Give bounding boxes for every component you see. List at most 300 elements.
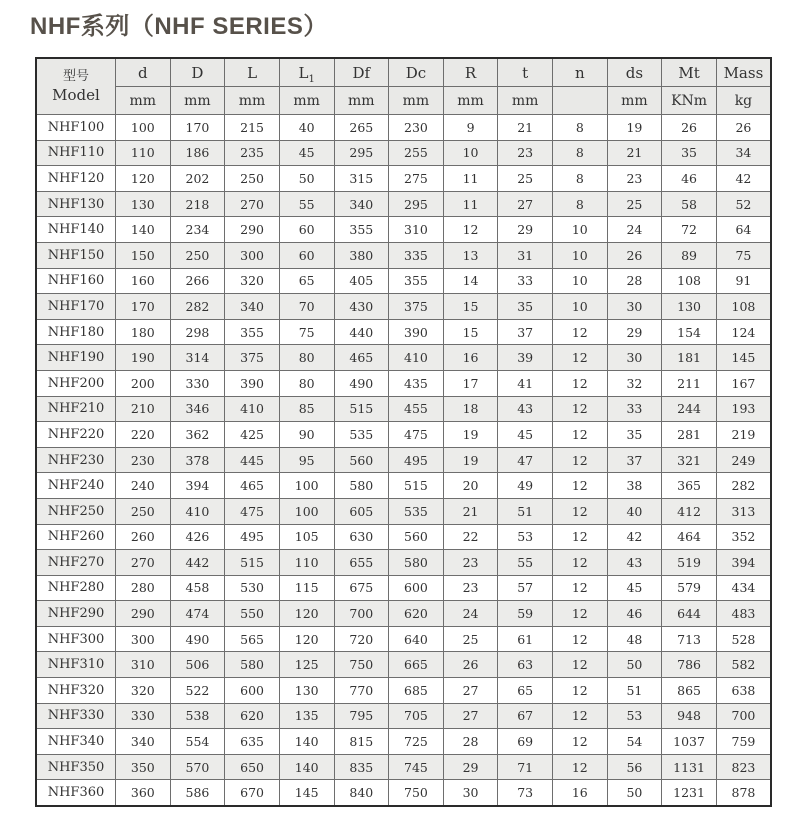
value-cell-n: 10 [553, 268, 608, 294]
value-cell-mass: 91 [716, 268, 771, 294]
value-cell-d: 190 [116, 345, 171, 371]
value-cell-mt: 26 [662, 115, 717, 141]
value-cell-t: 71 [498, 754, 553, 780]
value-cell-r: 15 [443, 319, 498, 345]
value-cell-dc: 455 [389, 396, 444, 422]
value-cell-mt: 211 [662, 370, 717, 396]
value-cell-l: 495 [225, 524, 280, 550]
model-cell: NHF160 [36, 268, 116, 294]
value-cell-ds: 40 [607, 498, 662, 524]
value-cell-n: 12 [553, 678, 608, 704]
value-cell-l: 600 [225, 678, 280, 704]
value-cell-ds: 51 [607, 678, 662, 704]
value-cell-mt: 644 [662, 601, 717, 627]
value-cell-dc: 640 [389, 626, 444, 652]
value-cell-n: 12 [553, 345, 608, 371]
table-row-nhf360 [36, 780, 771, 806]
value-cell-ds: 45 [607, 575, 662, 601]
value-cell-n: 12 [553, 626, 608, 652]
value-cell-dc: 580 [389, 550, 444, 576]
value-cell-n: 12 [553, 652, 608, 678]
value-cell-df: 295 [334, 140, 389, 166]
model-header-cn: 型号 [62, 69, 89, 85]
value-cell-l: 465 [225, 473, 280, 499]
model-cell: NHF290 [36, 601, 116, 627]
value-cell-r: 21 [443, 498, 498, 524]
value-cell-d: 570 [170, 754, 225, 780]
table-row-nhf200 [36, 370, 771, 396]
value-cell-mass: 638 [716, 678, 771, 704]
value-cell-ds: 30 [607, 345, 662, 371]
value-cell-mt: 281 [662, 422, 717, 448]
value-cell-d: 298 [170, 319, 225, 345]
value-cell-r: 27 [443, 703, 498, 729]
value-cell-l1: 65 [279, 268, 334, 294]
value-cell-r: 9 [443, 115, 498, 141]
column-unit-df: mm [334, 87, 389, 115]
value-cell-mt: 321 [662, 447, 717, 473]
value-cell-r: 16 [443, 345, 498, 371]
value-cell-mass: 249 [716, 447, 771, 473]
value-cell-dc: 275 [389, 166, 444, 192]
value-cell-mt: 1037 [662, 729, 717, 755]
value-cell-d: 210 [116, 396, 171, 422]
value-cell-d: 350 [116, 754, 171, 780]
value-cell-r: 22 [443, 524, 498, 550]
value-cell-l1: 105 [279, 524, 334, 550]
value-cell-t: 31 [498, 242, 553, 268]
value-cell-mass: 483 [716, 601, 771, 627]
value-cell-mass: 282 [716, 473, 771, 499]
value-cell-mt: 1131 [662, 754, 717, 780]
value-cell-t: 21 [498, 115, 553, 141]
value-cell-l: 410 [225, 396, 280, 422]
value-cell-t: 47 [498, 447, 553, 473]
value-cell-ds: 50 [607, 780, 662, 806]
table-row-nhf100 [36, 115, 771, 141]
value-cell-mass: 313 [716, 498, 771, 524]
value-cell-l: 290 [225, 217, 280, 243]
table-row-nhf230 [36, 447, 771, 473]
value-cell-mt: 865 [662, 678, 717, 704]
value-cell-d: 340 [116, 729, 171, 755]
value-cell-ds: 21 [607, 140, 662, 166]
column-unit-t: mm [498, 87, 553, 115]
value-cell-t: 57 [498, 575, 553, 601]
value-cell-l1: 120 [279, 601, 334, 627]
table-row-nhf120 [36, 166, 771, 192]
value-cell-mass: 219 [716, 422, 771, 448]
value-cell-ds: 28 [607, 268, 662, 294]
value-cell-n: 10 [553, 217, 608, 243]
value-cell-t: 65 [498, 678, 553, 704]
value-cell-t: 61 [498, 626, 553, 652]
value-cell-l: 425 [225, 422, 280, 448]
value-cell-r: 17 [443, 370, 498, 396]
value-cell-df: 770 [334, 678, 389, 704]
value-cell-mt: 579 [662, 575, 717, 601]
value-cell-d: 130 [116, 191, 171, 217]
value-cell-mt: 464 [662, 524, 717, 550]
value-cell-l: 355 [225, 319, 280, 345]
value-cell-t: 43 [498, 396, 553, 422]
value-cell-n: 12 [553, 729, 608, 755]
value-cell-mass: 52 [716, 191, 771, 217]
value-cell-mass: 42 [716, 166, 771, 192]
table-body [36, 115, 771, 807]
value-cell-l: 650 [225, 754, 280, 780]
value-cell-l: 390 [225, 370, 280, 396]
value-cell-d: 186 [170, 140, 225, 166]
value-cell-dc: 535 [389, 498, 444, 524]
value-cell-l: 565 [225, 626, 280, 652]
value-cell-dc: 515 [389, 473, 444, 499]
value-cell-df: 580 [334, 473, 389, 499]
table-row-nhf260 [36, 524, 771, 550]
column-header-mt: Mt [662, 58, 717, 87]
value-cell-df: 465 [334, 345, 389, 371]
value-cell-d: 240 [116, 473, 171, 499]
model-cell: NHF310 [36, 652, 116, 678]
value-cell-mt: 181 [662, 345, 717, 371]
value-cell-mt: 72 [662, 217, 717, 243]
value-cell-ds: 48 [607, 626, 662, 652]
value-cell-mass: 26 [716, 115, 771, 141]
value-cell-l: 320 [225, 268, 280, 294]
value-cell-l1: 80 [279, 370, 334, 396]
value-cell-df: 815 [334, 729, 389, 755]
value-cell-ds: 56 [607, 754, 662, 780]
model-cell: NHF270 [36, 550, 116, 576]
model-cell: NHF140 [36, 217, 116, 243]
value-cell-dc: 435 [389, 370, 444, 396]
value-cell-mass: 759 [716, 729, 771, 755]
value-cell-df: 605 [334, 498, 389, 524]
value-cell-ds: 26 [607, 242, 662, 268]
value-cell-df: 440 [334, 319, 389, 345]
value-cell-ds: 33 [607, 396, 662, 422]
value-cell-dc: 685 [389, 678, 444, 704]
value-cell-t: 59 [498, 601, 553, 627]
table-row-nhf110 [36, 140, 771, 166]
value-cell-mass: 145 [716, 345, 771, 371]
value-cell-n: 12 [553, 319, 608, 345]
value-cell-r: 27 [443, 678, 498, 704]
column-header-ds: ds [607, 58, 662, 87]
table-row-nhf340 [36, 729, 771, 755]
value-cell-d: 100 [116, 115, 171, 141]
value-cell-d: 170 [170, 115, 225, 141]
value-cell-l1: 100 [279, 498, 334, 524]
column-header-t: t [498, 58, 553, 87]
value-cell-t: 37 [498, 319, 553, 345]
value-cell-r: 25 [443, 626, 498, 652]
model-cell: NHF170 [36, 294, 116, 320]
value-cell-d: 250 [116, 498, 171, 524]
value-cell-d: 230 [116, 447, 171, 473]
value-cell-mass: 394 [716, 550, 771, 576]
value-cell-l: 475 [225, 498, 280, 524]
value-cell-d: 506 [170, 652, 225, 678]
value-cell-dc: 295 [389, 191, 444, 217]
value-cell-l1: 95 [279, 447, 334, 473]
value-cell-t: 49 [498, 473, 553, 499]
value-cell-mass: 823 [716, 754, 771, 780]
value-cell-l: 300 [225, 242, 280, 268]
value-cell-l1: 50 [279, 166, 334, 192]
value-cell-r: 23 [443, 575, 498, 601]
value-cell-d: 110 [116, 140, 171, 166]
column-unit-d: mm [170, 87, 225, 115]
value-cell-d: 554 [170, 729, 225, 755]
value-cell-d: 140 [116, 217, 171, 243]
value-cell-mt: 154 [662, 319, 717, 345]
value-cell-dc: 745 [389, 754, 444, 780]
value-cell-l: 445 [225, 447, 280, 473]
column-header-r: R [443, 58, 498, 87]
value-cell-df: 535 [334, 422, 389, 448]
value-cell-mt: 244 [662, 396, 717, 422]
value-cell-n: 8 [553, 191, 608, 217]
model-cell: NHF150 [36, 242, 116, 268]
value-cell-d: 200 [116, 370, 171, 396]
value-cell-d: 280 [116, 575, 171, 601]
value-cell-r: 18 [443, 396, 498, 422]
value-cell-t: 27 [498, 191, 553, 217]
table-row-nhf170 [36, 294, 771, 320]
value-cell-d: 282 [170, 294, 225, 320]
model-cell: NHF180 [36, 319, 116, 345]
value-cell-n: 12 [553, 396, 608, 422]
value-cell-d: 442 [170, 550, 225, 576]
model-cell: NHF120 [36, 166, 116, 192]
value-cell-t: 67 [498, 703, 553, 729]
value-cell-dc: 410 [389, 345, 444, 371]
value-cell-mass: 124 [716, 319, 771, 345]
model-cell: NHF330 [36, 703, 116, 729]
model-cell: NHF350 [36, 754, 116, 780]
column-header-l1: $L_1$ [279, 58, 334, 87]
value-cell-mt: 58 [662, 191, 717, 217]
value-cell-dc: 560 [389, 524, 444, 550]
value-cell-df: 340 [334, 191, 389, 217]
column-unit-ds: mm [607, 87, 662, 115]
value-cell-t: 63 [498, 652, 553, 678]
model-cell: NHF190 [36, 345, 116, 371]
value-cell-df: 490 [334, 370, 389, 396]
value-cell-dc: 725 [389, 729, 444, 755]
value-cell-ds: 23 [607, 166, 662, 192]
value-cell-l: 580 [225, 652, 280, 678]
value-cell-mass: 167 [716, 370, 771, 396]
value-cell-l1: 135 [279, 703, 334, 729]
header-unit-row [36, 87, 771, 115]
header-label-row [36, 58, 771, 87]
value-cell-d: 314 [170, 345, 225, 371]
column-header-mass: Mass [716, 58, 771, 87]
value-cell-n: 12 [553, 422, 608, 448]
value-cell-mt: 46 [662, 166, 717, 192]
value-cell-mass: 700 [716, 703, 771, 729]
value-cell-l: 670 [225, 780, 280, 806]
value-cell-l1: 80 [279, 345, 334, 371]
value-cell-d: 330 [170, 370, 225, 396]
value-cell-ds: 43 [607, 550, 662, 576]
table-row-nhf350 [36, 754, 771, 780]
value-cell-dc: 620 [389, 601, 444, 627]
value-cell-l: 550 [225, 601, 280, 627]
column-header-n: n [553, 58, 608, 87]
value-cell-d: 538 [170, 703, 225, 729]
value-cell-d: 270 [116, 550, 171, 576]
value-cell-l: 340 [225, 294, 280, 320]
value-cell-df: 630 [334, 524, 389, 550]
value-cell-n: 12 [553, 447, 608, 473]
value-cell-t: 33 [498, 268, 553, 294]
column-header-dc: Dc [389, 58, 444, 87]
value-cell-ds: 50 [607, 652, 662, 678]
value-cell-df: 560 [334, 447, 389, 473]
value-cell-mass: 582 [716, 652, 771, 678]
value-cell-df: 700 [334, 601, 389, 627]
model-cell: NHF100 [36, 115, 116, 141]
table-row-nhf300 [36, 626, 771, 652]
table-header [36, 58, 771, 115]
value-cell-n: 12 [553, 601, 608, 627]
value-cell-l: 515 [225, 550, 280, 576]
value-cell-t: 53 [498, 524, 553, 550]
model-cell: NHF360 [36, 780, 116, 806]
value-cell-mt: 1231 [662, 780, 717, 806]
value-cell-mt: 786 [662, 652, 717, 678]
value-cell-l1: 70 [279, 294, 334, 320]
value-cell-mass: 878 [716, 780, 771, 806]
value-cell-l1: 120 [279, 626, 334, 652]
model-cell: NHF340 [36, 729, 116, 755]
value-cell-dc: 665 [389, 652, 444, 678]
value-cell-l1: 125 [279, 652, 334, 678]
value-cell-mt: 89 [662, 242, 717, 268]
value-cell-l1: 100 [279, 473, 334, 499]
value-cell-ds: 42 [607, 524, 662, 550]
table-row-nhf220 [36, 422, 771, 448]
value-cell-l1: 145 [279, 780, 334, 806]
column-header-d: d [116, 58, 171, 87]
column-unit-l: mm [225, 87, 280, 115]
value-cell-ds: 38 [607, 473, 662, 499]
value-cell-df: 655 [334, 550, 389, 576]
value-cell-r: 20 [443, 473, 498, 499]
value-cell-t: 45 [498, 422, 553, 448]
value-cell-r: 19 [443, 422, 498, 448]
value-cell-r: 11 [443, 166, 498, 192]
value-cell-n: 12 [553, 550, 608, 576]
table-row-nhf210 [36, 396, 771, 422]
value-cell-d: 260 [116, 524, 171, 550]
value-cell-d: 310 [116, 652, 171, 678]
table-row-nhf150 [36, 242, 771, 268]
value-cell-dc: 390 [389, 319, 444, 345]
value-cell-t: 39 [498, 345, 553, 371]
value-cell-d: 410 [170, 498, 225, 524]
value-cell-t: 41 [498, 370, 553, 396]
value-cell-mass: 75 [716, 242, 771, 268]
value-cell-ds: 32 [607, 370, 662, 396]
value-cell-r: 12 [443, 217, 498, 243]
table-row-nhf310 [36, 652, 771, 678]
model-cell: NHF220 [36, 422, 116, 448]
value-cell-n: 10 [553, 294, 608, 320]
value-cell-df: 515 [334, 396, 389, 422]
value-cell-n: 8 [553, 166, 608, 192]
value-cell-d: 266 [170, 268, 225, 294]
value-cell-d: 346 [170, 396, 225, 422]
value-cell-df: 405 [334, 268, 389, 294]
value-cell-df: 720 [334, 626, 389, 652]
value-cell-d: 202 [170, 166, 225, 192]
value-cell-dc: 475 [389, 422, 444, 448]
table-row-nhf160 [36, 268, 771, 294]
value-cell-df: 750 [334, 652, 389, 678]
value-cell-n: 10 [553, 242, 608, 268]
nhf-series-spec-table [35, 57, 772, 807]
value-cell-d: 218 [170, 191, 225, 217]
value-cell-r: 30 [443, 780, 498, 806]
value-cell-t: 55 [498, 550, 553, 576]
value-cell-d: 330 [116, 703, 171, 729]
value-cell-n: 12 [553, 498, 608, 524]
value-cell-d: 170 [116, 294, 171, 320]
value-cell-t: 69 [498, 729, 553, 755]
value-cell-t: 23 [498, 140, 553, 166]
value-cell-ds: 29 [607, 319, 662, 345]
value-cell-dc: 335 [389, 242, 444, 268]
value-cell-df: 840 [334, 780, 389, 806]
value-cell-r: 11 [443, 191, 498, 217]
value-cell-dc: 230 [389, 115, 444, 141]
value-cell-df: 265 [334, 115, 389, 141]
value-cell-r: 19 [443, 447, 498, 473]
value-cell-l: 530 [225, 575, 280, 601]
value-cell-l1: 140 [279, 754, 334, 780]
table-row-nhf250 [36, 498, 771, 524]
value-cell-n: 12 [553, 754, 608, 780]
column-unit-l1: mm [279, 87, 334, 115]
value-cell-d: 586 [170, 780, 225, 806]
table-row-nhf130 [36, 191, 771, 217]
model-cell: NHF130 [36, 191, 116, 217]
value-cell-dc: 310 [389, 217, 444, 243]
value-cell-ds: 30 [607, 294, 662, 320]
table-row-nhf240 [36, 473, 771, 499]
model-cell: NHF240 [36, 473, 116, 499]
table-row-nhf330 [36, 703, 771, 729]
value-cell-mass: 34 [716, 140, 771, 166]
column-unit-d: mm [116, 87, 171, 115]
value-cell-mass: 528 [716, 626, 771, 652]
value-cell-l1: 55 [279, 191, 334, 217]
value-cell-mass: 108 [716, 294, 771, 320]
model-cell: NHF260 [36, 524, 116, 550]
model-cell: NHF230 [36, 447, 116, 473]
value-cell-d: 320 [116, 678, 171, 704]
value-cell-r: 13 [443, 242, 498, 268]
value-cell-r: 23 [443, 550, 498, 576]
value-cell-r: 10 [443, 140, 498, 166]
table-row-nhf180 [36, 319, 771, 345]
value-cell-l1: 130 [279, 678, 334, 704]
value-cell-l: 215 [225, 115, 280, 141]
